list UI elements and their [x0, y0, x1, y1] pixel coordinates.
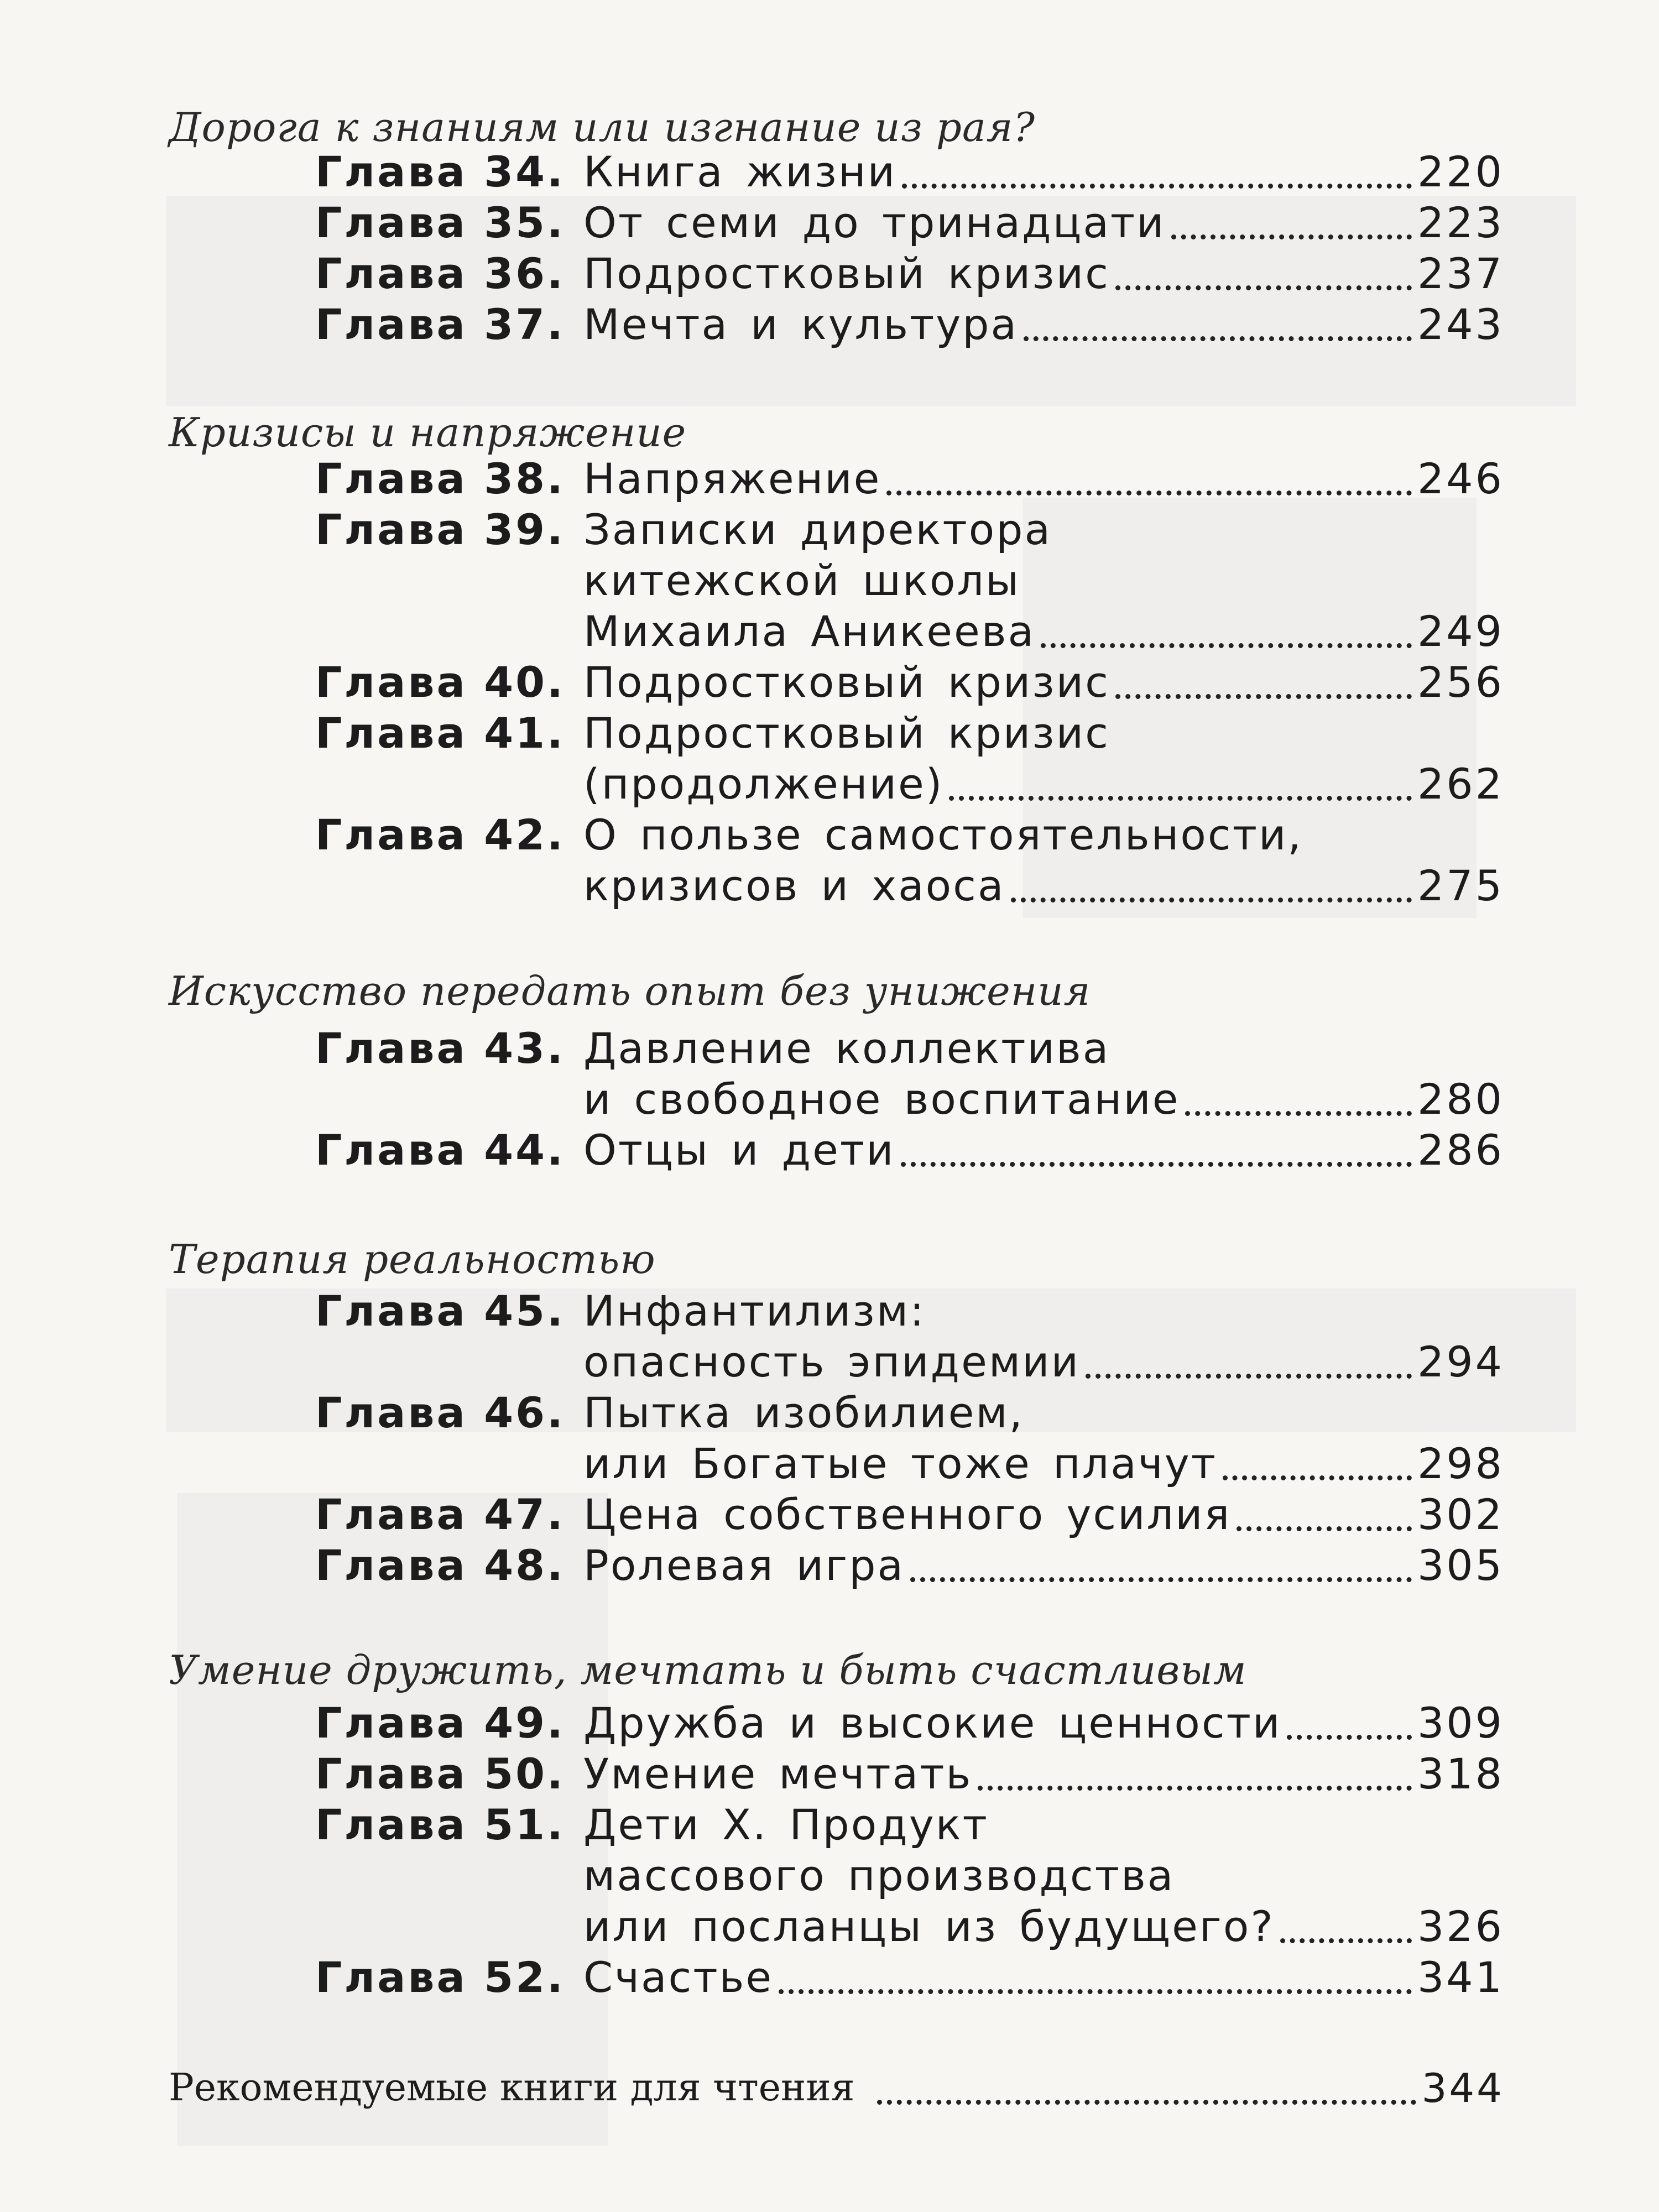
- chapter-title: Книга жизни: [583, 147, 897, 196]
- recommended-books-title: Рекомендуемые книги для чтения: [169, 2066, 855, 2110]
- toc-entry-36[interactable]: [315, 248, 1504, 299]
- chapter-title: Записки директора: [583, 505, 1052, 554]
- dot-leader: [910, 1544, 1412, 1582]
- chapter-title: Инфантилизм:: [583, 1286, 926, 1335]
- chapter-title: От семи до тринадцати: [583, 198, 1166, 247]
- toc-entry-37[interactable]: [315, 299, 1504, 350]
- toc-entry-51-cont[interactable]: [315, 1850, 1504, 1901]
- chapter-label: Глава 48.: [315, 1541, 565, 1590]
- page-number: 243: [1417, 300, 1504, 349]
- dot-leader: [1280, 1905, 1412, 1943]
- chapter-title: Отцы и дети: [583, 1125, 895, 1175]
- page-number: 237: [1417, 249, 1504, 298]
- chapter-title: Умение мечтать: [583, 1749, 973, 1798]
- toc-entry-39-end[interactable]: [315, 606, 1504, 657]
- chapter-title: Мечта и культура: [583, 300, 1019, 349]
- chapter-title: и свободное воспитание: [583, 1074, 1180, 1124]
- chapter-label: Глава 37.: [315, 300, 565, 349]
- toc-entry-40[interactable]: [315, 657, 1504, 708]
- chapter-title: Давление коллектива: [583, 1024, 1110, 1073]
- page-number: 220: [1417, 147, 1504, 196]
- chapter-label: Глава 45.: [315, 1286, 565, 1335]
- toc-entry-42[interactable]: [315, 810, 1504, 860]
- page-number: 275: [1417, 861, 1504, 910]
- page-number: 326: [1417, 1902, 1504, 1951]
- page-number: 309: [1417, 1698, 1504, 1747]
- dot-leader: [1041, 610, 1412, 648]
- chapter-title: Подростковый кризис: [583, 249, 1110, 298]
- chapter-title: Счастье: [583, 1953, 774, 2002]
- page-number: 246: [1417, 454, 1504, 503]
- chapter-title: Михаила Аникеева: [583, 607, 1036, 656]
- dot-leader: [1011, 864, 1412, 902]
- chapter-label: Глава 51.: [315, 1800, 565, 1849]
- page-number: 305: [1417, 1541, 1504, 1590]
- chapter-title: Напряжение: [583, 454, 881, 503]
- page-number: 286: [1417, 1125, 1504, 1175]
- dot-leader: [1237, 1493, 1412, 1531]
- toc-entry-44[interactable]: [315, 1125, 1504, 1176]
- dot-leader: [1185, 1078, 1411, 1116]
- toc-entry-43-end[interactable]: [315, 1074, 1504, 1125]
- page-number: 249: [1417, 607, 1504, 656]
- chapter-title: Подростковый кризис: [583, 658, 1110, 707]
- toc-entry-48[interactable]: [315, 1540, 1504, 1591]
- toc-entry-51-end[interactable]: [315, 1901, 1504, 1952]
- toc-entry-recommended-books[interactable]: [169, 2063, 1504, 2114]
- dot-leader: [779, 1956, 1412, 1994]
- toc-entry-52[interactable]: [315, 1952, 1504, 2003]
- page-number: 262: [1417, 759, 1504, 808]
- toc-entry-38[interactable]: [315, 453, 1504, 504]
- dot-leader: [901, 1129, 1412, 1167]
- page-number: 294: [1417, 1337, 1504, 1386]
- toc-entry-46-end[interactable]: [315, 1438, 1504, 1489]
- chapter-label: Глава 46.: [315, 1388, 565, 1437]
- toc-entry-43[interactable]: [315, 1023, 1504, 1074]
- toc-entry-41[interactable]: [315, 708, 1504, 759]
- toc-entry-39-cont[interactable]: [315, 555, 1504, 606]
- dot-leader: [1171, 201, 1412, 239]
- chapter-label: Глава 43.: [315, 1024, 565, 1073]
- dot-leader: [978, 1752, 1412, 1791]
- chapter-label: Глава 40.: [315, 658, 565, 707]
- chapter-title: Дети Х. Продукт: [583, 1800, 989, 1849]
- chapter-label: Глава 42.: [315, 810, 565, 859]
- dot-leader: [1287, 1702, 1412, 1740]
- chapter-title: Дружба и высокие ценности: [583, 1698, 1282, 1747]
- section-title: Терапия реальностью: [169, 1236, 656, 1282]
- chapter-label: Глава 49.: [315, 1698, 565, 1747]
- section-title: Умение дружить, мечтать и быть счастливым: [169, 1647, 1247, 1693]
- page-number: 302: [1417, 1490, 1504, 1539]
- page-number: 256: [1417, 658, 1504, 707]
- chapter-label: Глава 41.: [315, 708, 565, 758]
- dot-leader: [877, 2067, 1416, 2105]
- chapter-title: кризисов и хаоса: [583, 861, 1005, 910]
- page-number: 318: [1417, 1749, 1504, 1798]
- page-number: 223: [1417, 198, 1504, 247]
- page-number: 280: [1417, 1074, 1504, 1124]
- page-number: 344: [1421, 2065, 1504, 2111]
- dot-leader: [902, 150, 1412, 189]
- chapter-label: Глава 38.: [315, 454, 565, 503]
- toc-entry-51[interactable]: [315, 1799, 1504, 1850]
- chapter-title: массового производства: [583, 1851, 1175, 1900]
- chapter-title: (продолжение): [583, 759, 944, 808]
- chapter-label: Глава 34.: [315, 147, 565, 196]
- chapter-title: Подростковый кризис: [583, 708, 1110, 758]
- dot-leader: [949, 763, 1412, 801]
- toc-entry-50[interactable]: [315, 1749, 1504, 1799]
- chapter-label: Глава 52.: [315, 1953, 565, 2002]
- chapter-label: Глава 44.: [315, 1125, 565, 1175]
- section-title: Искусство передать опыт без унижения: [169, 968, 1091, 1014]
- chapter-label: Глава 35.: [315, 198, 565, 247]
- toc-entry-45[interactable]: [315, 1286, 1504, 1337]
- toc-entry-45-end[interactable]: [315, 1337, 1504, 1387]
- toc-entry-39[interactable]: [315, 504, 1504, 555]
- section-title: Дорога к знаниям или изгнание из рая?: [169, 104, 1036, 150]
- toc-entry-47[interactable]: [315, 1489, 1504, 1540]
- section-title: Кризисы и напряжение: [169, 409, 687, 456]
- toc-entry-46[interactable]: [315, 1387, 1504, 1438]
- toc-entry-34[interactable]: [315, 147, 1504, 197]
- chapter-label: Глава 50.: [315, 1749, 565, 1798]
- chapter-title: опасность эпидемии: [583, 1337, 1080, 1386]
- dot-leader: [1024, 303, 1412, 341]
- toc-entry-41-end[interactable]: [315, 759, 1504, 810]
- chapter-label: Глава 47.: [315, 1490, 565, 1539]
- page-number: 298: [1417, 1439, 1504, 1488]
- chapter-title: китежской школы: [583, 556, 1021, 605]
- dot-leader: [886, 457, 1412, 495]
- dot-leader: [1115, 252, 1412, 290]
- chapter-title: Ролевая игра: [583, 1541, 905, 1590]
- toc-entry-49[interactable]: [315, 1698, 1504, 1749]
- toc-entry-35[interactable]: [315, 197, 1504, 248]
- chapter-label: Глава 39.: [315, 505, 565, 554]
- chapter-title: или Богатые тоже плачут: [583, 1439, 1217, 1488]
- toc-entry-42-end[interactable]: [315, 860, 1504, 911]
- chapter-label: Глава 36.: [315, 249, 565, 298]
- chapter-title: или посланцы из будущего?: [583, 1902, 1275, 1951]
- dot-leader: [1086, 1340, 1412, 1379]
- page-number: 341: [1417, 1953, 1504, 2002]
- chapter-title: Пытка изобилием,: [583, 1388, 1024, 1437]
- chapter-title: Цена собственного усилия: [583, 1490, 1232, 1539]
- dot-leader: [1223, 1442, 1412, 1480]
- chapter-title: О пользе самостоятельности,: [583, 810, 1303, 859]
- dot-leader: [1115, 661, 1412, 699]
